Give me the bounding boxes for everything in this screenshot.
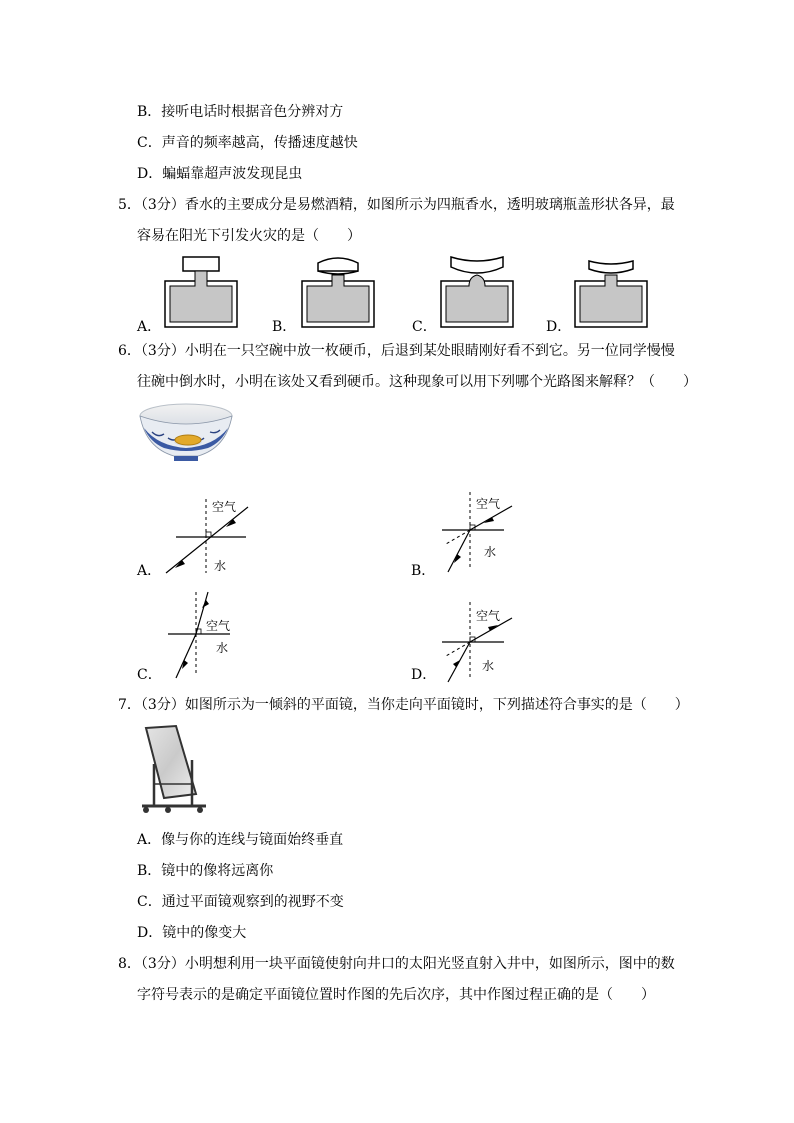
q4-option-c: C．声音的频率越高，传播速度越快: [137, 135, 358, 151]
label-water: 水: [484, 545, 497, 559]
q7-option-d: D．镜中的像变大: [137, 925, 247, 941]
light-path-diagram-c: [160, 590, 260, 682]
label-water: 水: [482, 659, 495, 673]
q5-label-b: B．: [272, 319, 297, 335]
tilted-mirror-image: [138, 724, 212, 816]
perfume-bottle-c: [439, 255, 515, 329]
q4-option-d: D．蝙蝠靠超声波发现昆虫: [137, 166, 303, 182]
q6-label-a: A．: [137, 563, 162, 579]
perfume-bottle-d: [573, 255, 649, 329]
light-path-diagram-d: [432, 600, 542, 686]
q7-option-a: A．像与你的连线与镜面始终垂直: [137, 832, 344, 848]
q4-option-b: B．接听电话时根据音色分辨对方: [137, 104, 344, 120]
q6-stem-line1: 6．（3分）小明在一只空碗中放一枚硬币，后退到某处眼睛刚好看不到它。另一位同学慢慢: [118, 343, 675, 359]
q7-stem: 7．（3分）如图所示为一倾斜的平面镜，当你走向平面镜时，下列描述符合事实的是（ ）: [118, 697, 689, 713]
q5-stem-line1: 5．（3分）香水的主要成分是易燃酒精，如图所示为四瓶香水，透明玻璃瓶盖形状各异，最: [118, 197, 675, 213]
q5-label-a: A．: [137, 319, 162, 335]
perfume-bottle-b: [300, 255, 376, 329]
q7-option-c: C．通过平面镜观察到的视野不变: [137, 894, 344, 910]
light-path-diagram-b: [432, 490, 542, 580]
label-water: 水: [214, 559, 227, 573]
q7-option-b: B．镜中的像将远离你: [137, 863, 274, 879]
label-air: 空气: [212, 500, 237, 514]
bowl-with-coin-image: [138, 402, 234, 464]
label-air: 空气: [206, 619, 231, 633]
q6-stem-line2: 往碗中倒水时，小明在该处又看到硬币。这种现象可以用下列哪个光路图来解释？（ ）: [137, 374, 697, 390]
label-air: 空气: [476, 497, 501, 511]
perfume-bottle-a: [163, 255, 239, 329]
q8-stem-line2: 字符号表示的是确定平面镜位置时作图的先后次序，其中作图过程正确的是（ ）: [137, 987, 655, 1003]
q5-label-c: C．: [412, 319, 437, 335]
light-path-diagram-a: [160, 497, 260, 579]
q5-stem-line2: 容易在阳光下引发火灾的是（ ）: [137, 228, 361, 244]
q6-label-c: C．: [137, 667, 162, 683]
label-water: 水: [216, 641, 229, 655]
q5-label-d: D．: [546, 319, 572, 335]
q6-label-d: D．: [411, 667, 437, 683]
q6-label-b: B．: [411, 563, 436, 579]
q8-stem-line1: 8．（3分）小明想利用一块平面镜使射向井口的太阳光竖直射入井中，如图所示，图中的数: [118, 956, 675, 972]
label-air: 空气: [476, 609, 501, 623]
